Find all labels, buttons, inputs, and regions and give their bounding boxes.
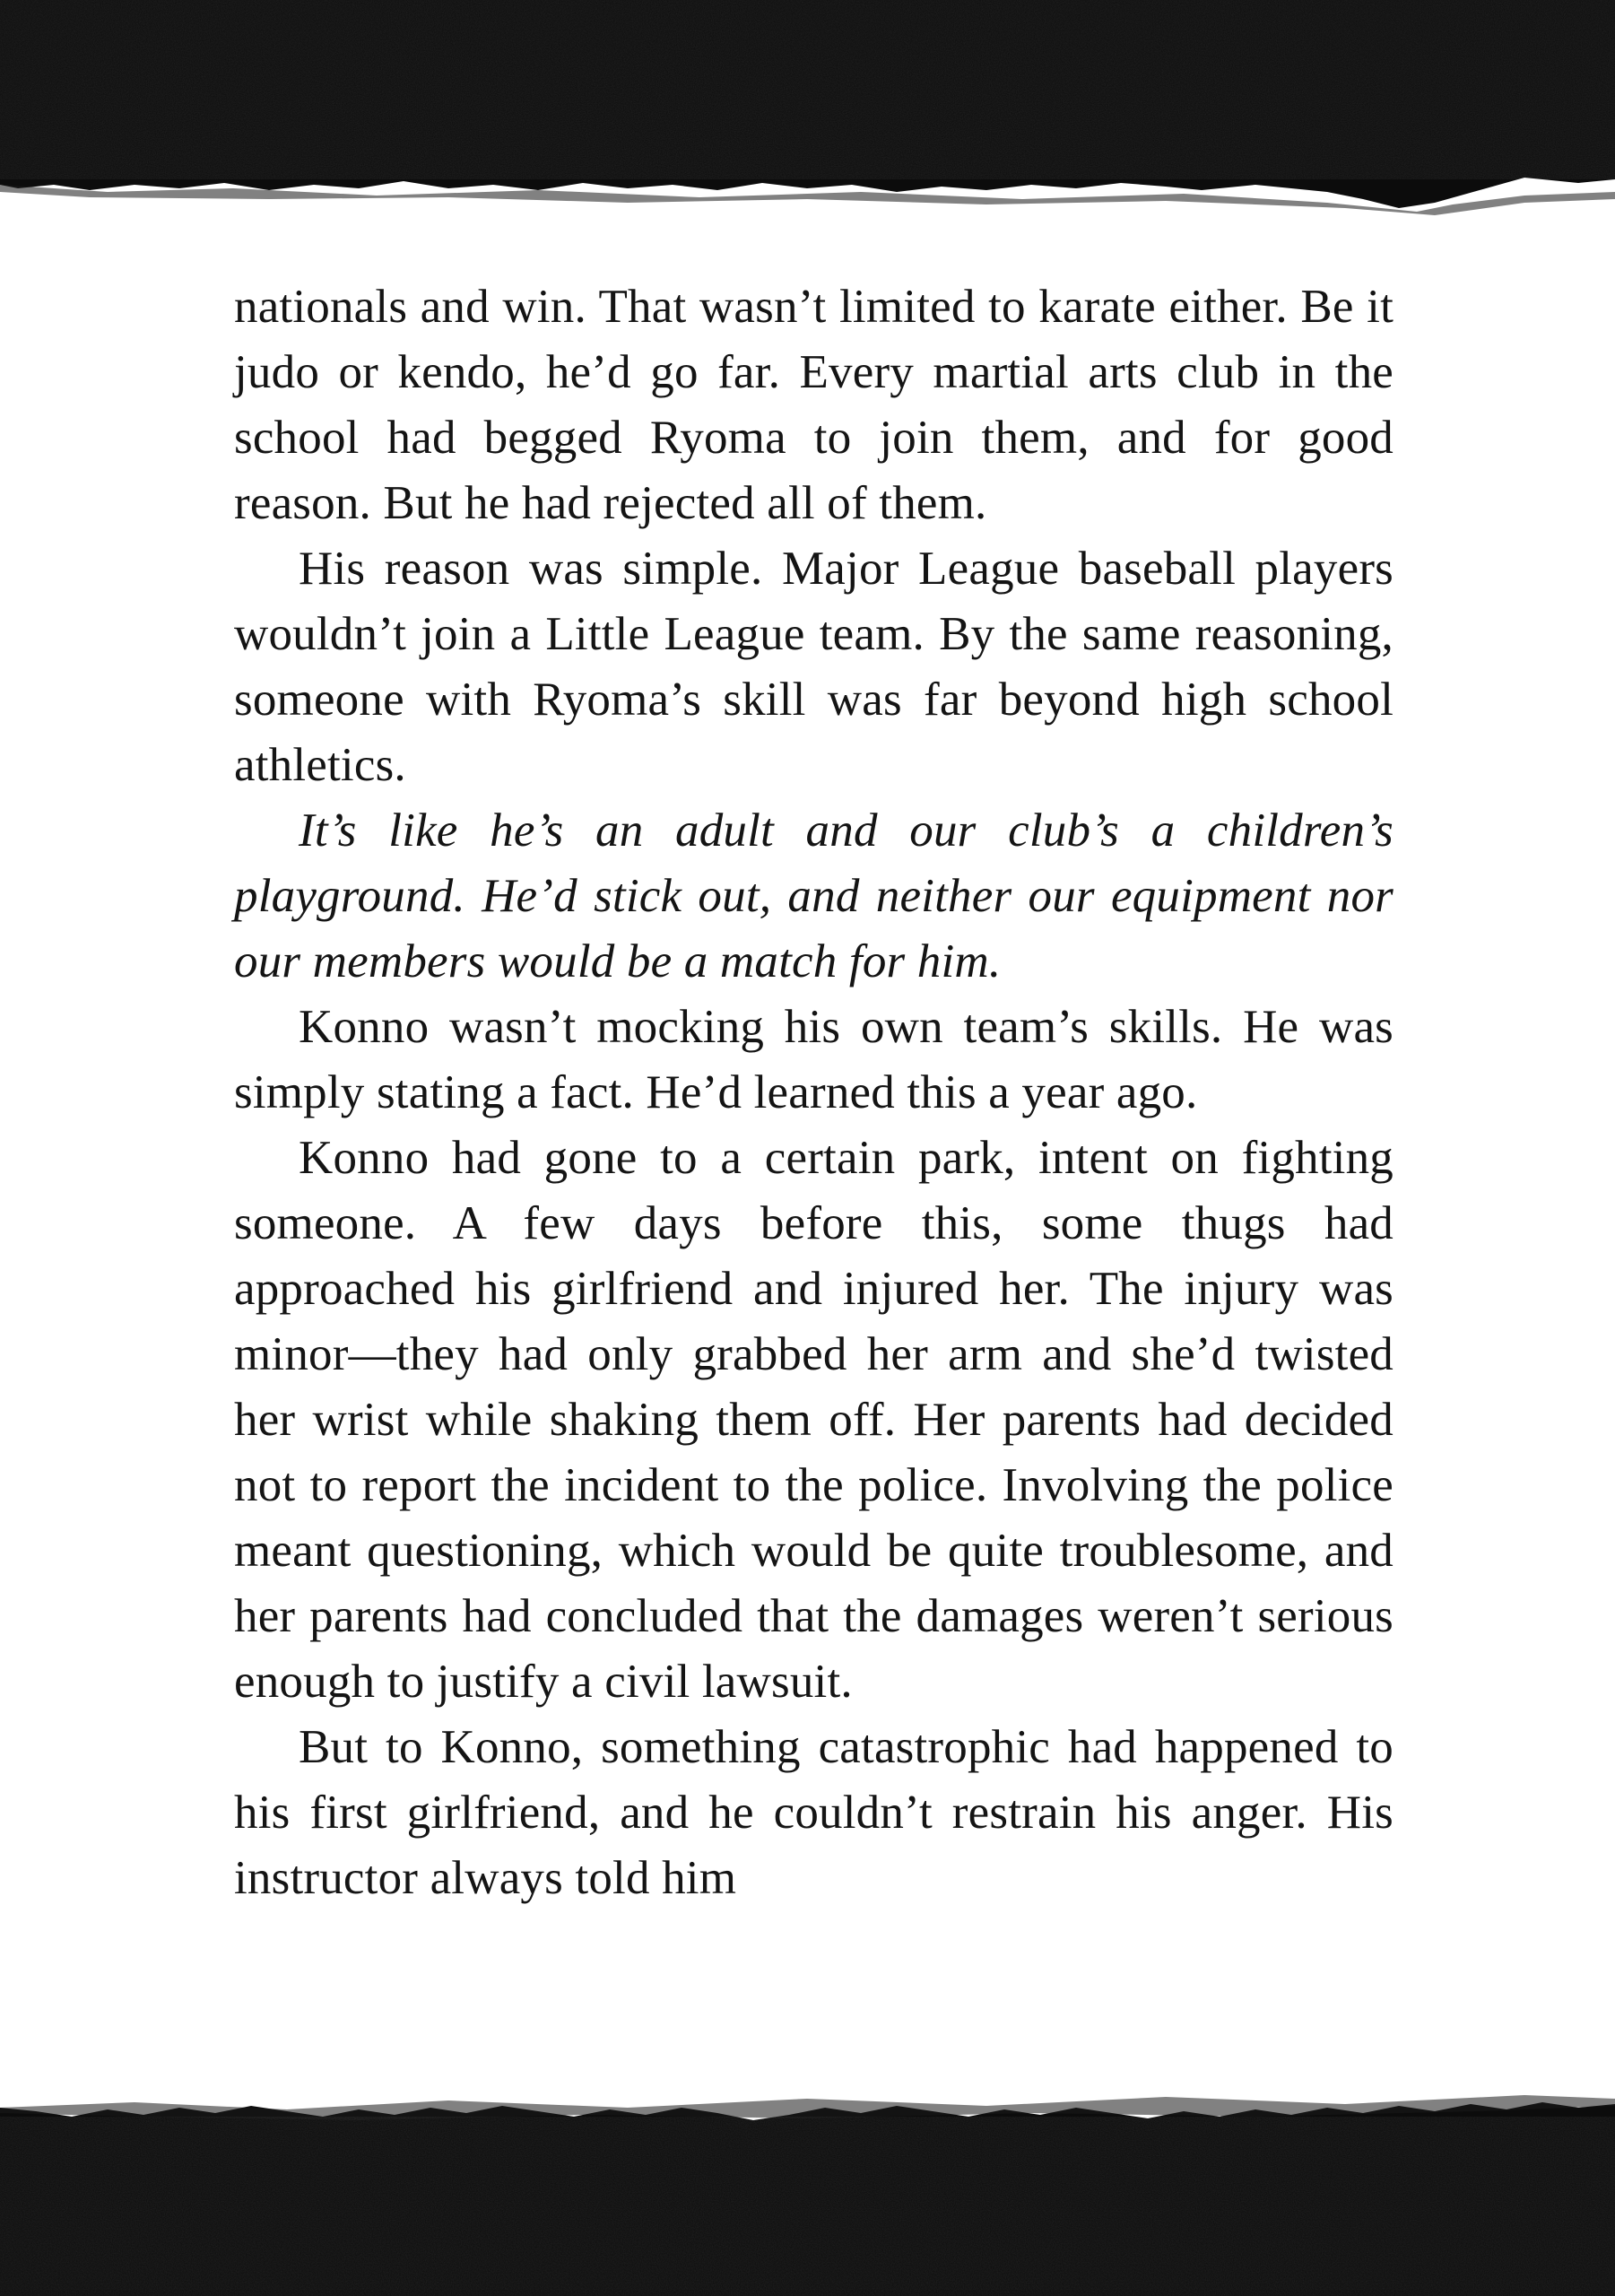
paragraph-6: But to Konno, something catastrophic had happened to his first girlfriend, and he couldn’t restrain his anger. His instructor always told him [234,1721,1394,1904]
paragraph-5: Konno had gone to a certain park, intent on fighting someone. A few days before this, some thugs had approached his girlfriend and injured her. The injury was minor—they had only grabbed her arm and she’d twisted her wrist while shaking them off. Her parents had decided not to report the incident to the police. Involving the police meant questioning, which would be quite troublesome, and her parents had concluded that the damages weren’t serious enough to justify a civil lawsuit. [234,1132,1394,1708]
top-brush-border [0,0,1615,215]
top-brush-stroke [0,0,1615,215]
bottom-brush-border [0,2072,1615,2296]
paragraph-2: His reason was simple. Major League baseball players wouldn’t join a Little League team. By the same reasoning, someone with Ryoma’s skill was far beyond high school athletics. [234,543,1394,791]
bottom-brush-stroke [0,2072,1615,2296]
page-body-text [234,274,1394,1911]
paragraph-4: Konno wasn’t mocking his own team’s skills. He was simply stating a fact. He’d learned this a year ago. [234,1001,1394,1118]
paragraph-3-thought: It’s like he’s an adult and our club’s a children’s playground. He’d stick out, and neither our equipment nor our members would be a match for him. [234,804,1394,987]
paragraph-1: nationals and win. That wasn’t limited to karate either. Be it judo or kendo, he’d go far. Every martial arts club in the school had begged Ryoma to join them, and for good reason. But he had rejected all of them. [234,281,1394,529]
